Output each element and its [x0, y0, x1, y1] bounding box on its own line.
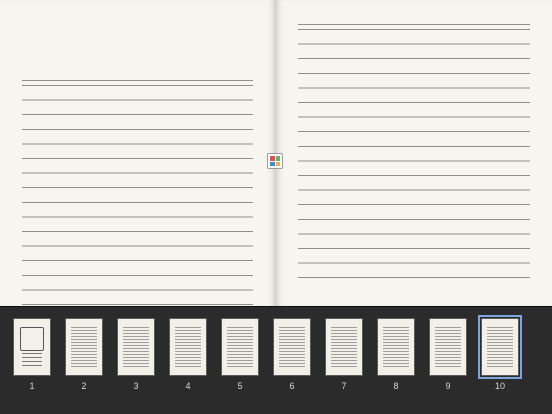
left-page-text — [22, 22, 253, 290]
cover-text-lines — [22, 353, 42, 367]
right-page-text — [298, 22, 530, 290]
thumbnail-text-lines — [435, 327, 461, 369]
left-page-text-lines — [22, 78, 253, 306]
thumbnail-text-lines — [383, 327, 409, 369]
thumbnail-text-lines — [175, 327, 201, 369]
thumbnail-page-number: 4 — [185, 381, 191, 391]
thumbnail-page-number: 3 — [133, 381, 139, 391]
app-grid-icon[interactable] — [267, 153, 283, 169]
thumbnail-text-lines — [123, 327, 149, 369]
thumbnail-text-lines — [487, 327, 513, 369]
app-grid-icon-cell — [270, 162, 275, 167]
app-grid-icon-cell — [276, 162, 281, 167]
page-thumbnail[interactable] — [273, 318, 311, 376]
app-grid-icon-cell — [270, 156, 275, 161]
thumbnail-page-number: 1 — [29, 381, 35, 391]
thumbnail-page-number: 5 — [237, 381, 243, 391]
page-thumbnail[interactable] — [429, 318, 467, 376]
basmala-heading — [22, 28, 253, 46]
page-thumbnail[interactable] — [325, 318, 363, 376]
thumbnail-row — [0, 318, 552, 402]
cover-ornament — [20, 327, 44, 351]
page-thumbnail[interactable] — [117, 318, 155, 376]
thumbnail-page-number: 10 — [494, 381, 505, 391]
thumbnail-page-number: 9 — [445, 381, 451, 391]
page-thumbnail[interactable] — [377, 318, 415, 376]
page-thumbnail[interactable] — [221, 318, 259, 376]
thumbnail-text-lines — [331, 327, 357, 369]
thumbnail-strip[interactable] — [0, 306, 552, 414]
page-thumbnail[interactable] — [481, 318, 519, 376]
thumbnail-page-number: 2 — [81, 381, 87, 391]
thumbnail-text-lines — [227, 327, 253, 369]
thumbnail-page-number: 6 — [289, 381, 295, 391]
page-thumbnail[interactable] — [169, 318, 207, 376]
thumbnail-text-lines — [71, 327, 97, 369]
thumbnail-text-lines — [279, 327, 305, 369]
thumbnail-page-number: 7 — [341, 381, 347, 391]
right-page-text-lines — [298, 22, 530, 290]
section-title — [22, 52, 253, 66]
page-thumbnail[interactable] — [13, 318, 51, 376]
thumbnail-page-number: 8 — [393, 381, 399, 391]
right-page[interactable] — [276, 0, 552, 306]
app-grid-icon-cell — [276, 156, 281, 161]
page-thumbnail[interactable] — [65, 318, 103, 376]
left-page[interactable] — [0, 0, 276, 306]
